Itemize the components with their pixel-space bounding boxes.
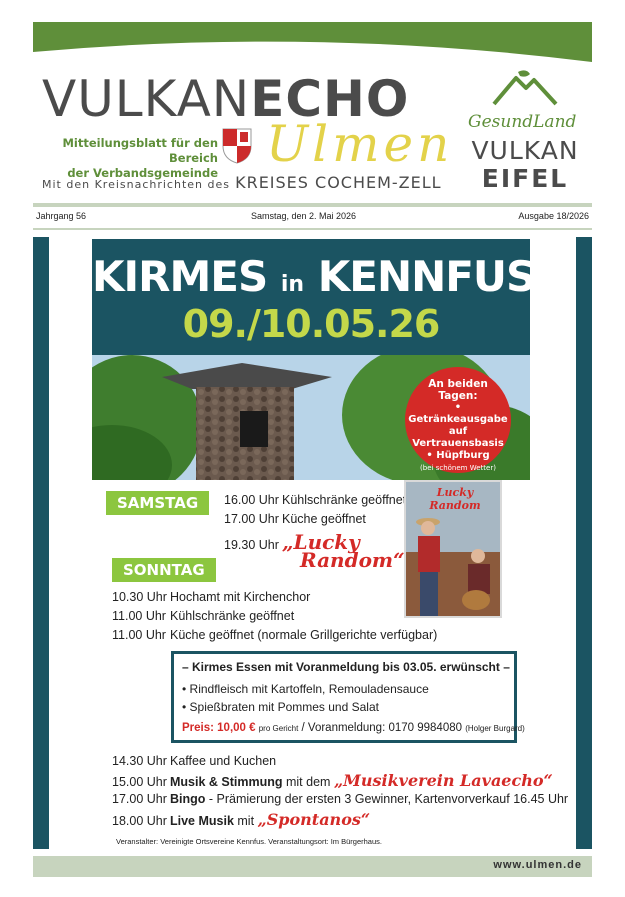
divider-bottom bbox=[33, 228, 592, 230]
town-name: Ulmen bbox=[266, 115, 454, 173]
schedule-row: 11.00 Uhr Küche geöffnet (normale Grillgerichte verfügbar) bbox=[112, 628, 438, 642]
menu-item: • Spießbraten mit Pommes und Salat bbox=[182, 700, 379, 714]
menu-price-line: Preis: 10,00 € pro Gericht / Voranmeldung: 0170 9984080 (Holger Burgard) bbox=[182, 722, 525, 734]
divider-top bbox=[33, 203, 592, 207]
frame-left-bar bbox=[33, 237, 49, 849]
band-photo bbox=[404, 480, 502, 618]
menu-item: • Rindfleisch mit Kartoffeln, Remouladensauce bbox=[182, 682, 429, 696]
schedule-row: 17.00 Uhr Bingo - Prämierung der ersten 3 Gewinner, Kartenvorverkauf 16.45 Uhr bbox=[112, 792, 569, 806]
info-badge: An beiden Tagen: • Getränkeausgabe auf Vertrauensbasis • Hüpfburg (bei schönem Wetter) bbox=[405, 367, 511, 473]
samstag-label: SAMSTAG bbox=[106, 491, 209, 515]
issue-date: Samstag, den 2. Mai 2026 bbox=[251, 211, 357, 221]
sonntag-label: SONNTAG bbox=[112, 558, 216, 582]
menu-title: – Kirmes Essen mit Voranmeldung bis 03.05. erwünscht – bbox=[182, 660, 510, 674]
schedule-row: 16.00 Uhr Kühlschränke geöffnet bbox=[224, 493, 407, 507]
poster-title: KIRMES in KENNFUS bbox=[92, 252, 536, 301]
schedule-row: 11.00 Uhr Kühlschränke geöffnet bbox=[112, 609, 295, 623]
poster-hero bbox=[92, 239, 536, 355]
jahrgang: Jahrgang 56 bbox=[36, 211, 87, 221]
poster-date: 09./10.05.26 bbox=[182, 302, 440, 346]
issue-number: Ausgabe 18/2026 bbox=[518, 211, 589, 221]
schedule-row: 18.00 Uhr Live Musik mit „Spontanos“ bbox=[112, 810, 371, 829]
band-photo-label: Lucky bbox=[436, 486, 474, 499]
header-top-band bbox=[33, 22, 592, 70]
schedule-row: 19.30 Uhr „Lucky bbox=[224, 530, 360, 554]
masthead-subtitle: Mitteilungsblatt für den Bereich der Verbandsgemeinde bbox=[62, 136, 218, 180]
frame-right-bar bbox=[576, 237, 592, 849]
schedule-row: 17.00 Uhr Küche geöffnet bbox=[224, 512, 366, 526]
organizer-note: Veranstalter: Vereinigte Ortsvereine Kennfus. Veranstaltungsort: Im Bürgerhaus. bbox=[116, 837, 382, 846]
newspaper-title: VULKANECHO bbox=[42, 70, 410, 128]
gesundland-logo: GesundLand VULKAN EIFEL bbox=[460, 68, 590, 198]
footer bbox=[33, 856, 592, 877]
schedule-row: 15.00 Uhr Musik & Stimmung mit dem „Musikverein Lavaecho“ bbox=[112, 771, 553, 790]
schedule-row: 10.30 Uhr Hochamt mit Kirchenchor bbox=[112, 590, 311, 604]
website-link[interactable]: www.ulmen.de bbox=[493, 859, 582, 871]
menu-box bbox=[171, 651, 525, 743]
band-name-line2: Random“ bbox=[300, 548, 405, 572]
kreis-line: Mit den Kreisnachrichten des KREISES COCHEM-ZELL bbox=[42, 173, 442, 192]
coat-of-arms-icon bbox=[222, 128, 252, 164]
masthead bbox=[42, 70, 454, 192]
mountain-logo-icon bbox=[490, 68, 560, 108]
band-photo-label: Random bbox=[429, 499, 481, 512]
schedule-row: 14.30 Uhr Kaffee und Kuchen bbox=[112, 754, 277, 768]
issue-info-bar bbox=[36, 211, 589, 225]
